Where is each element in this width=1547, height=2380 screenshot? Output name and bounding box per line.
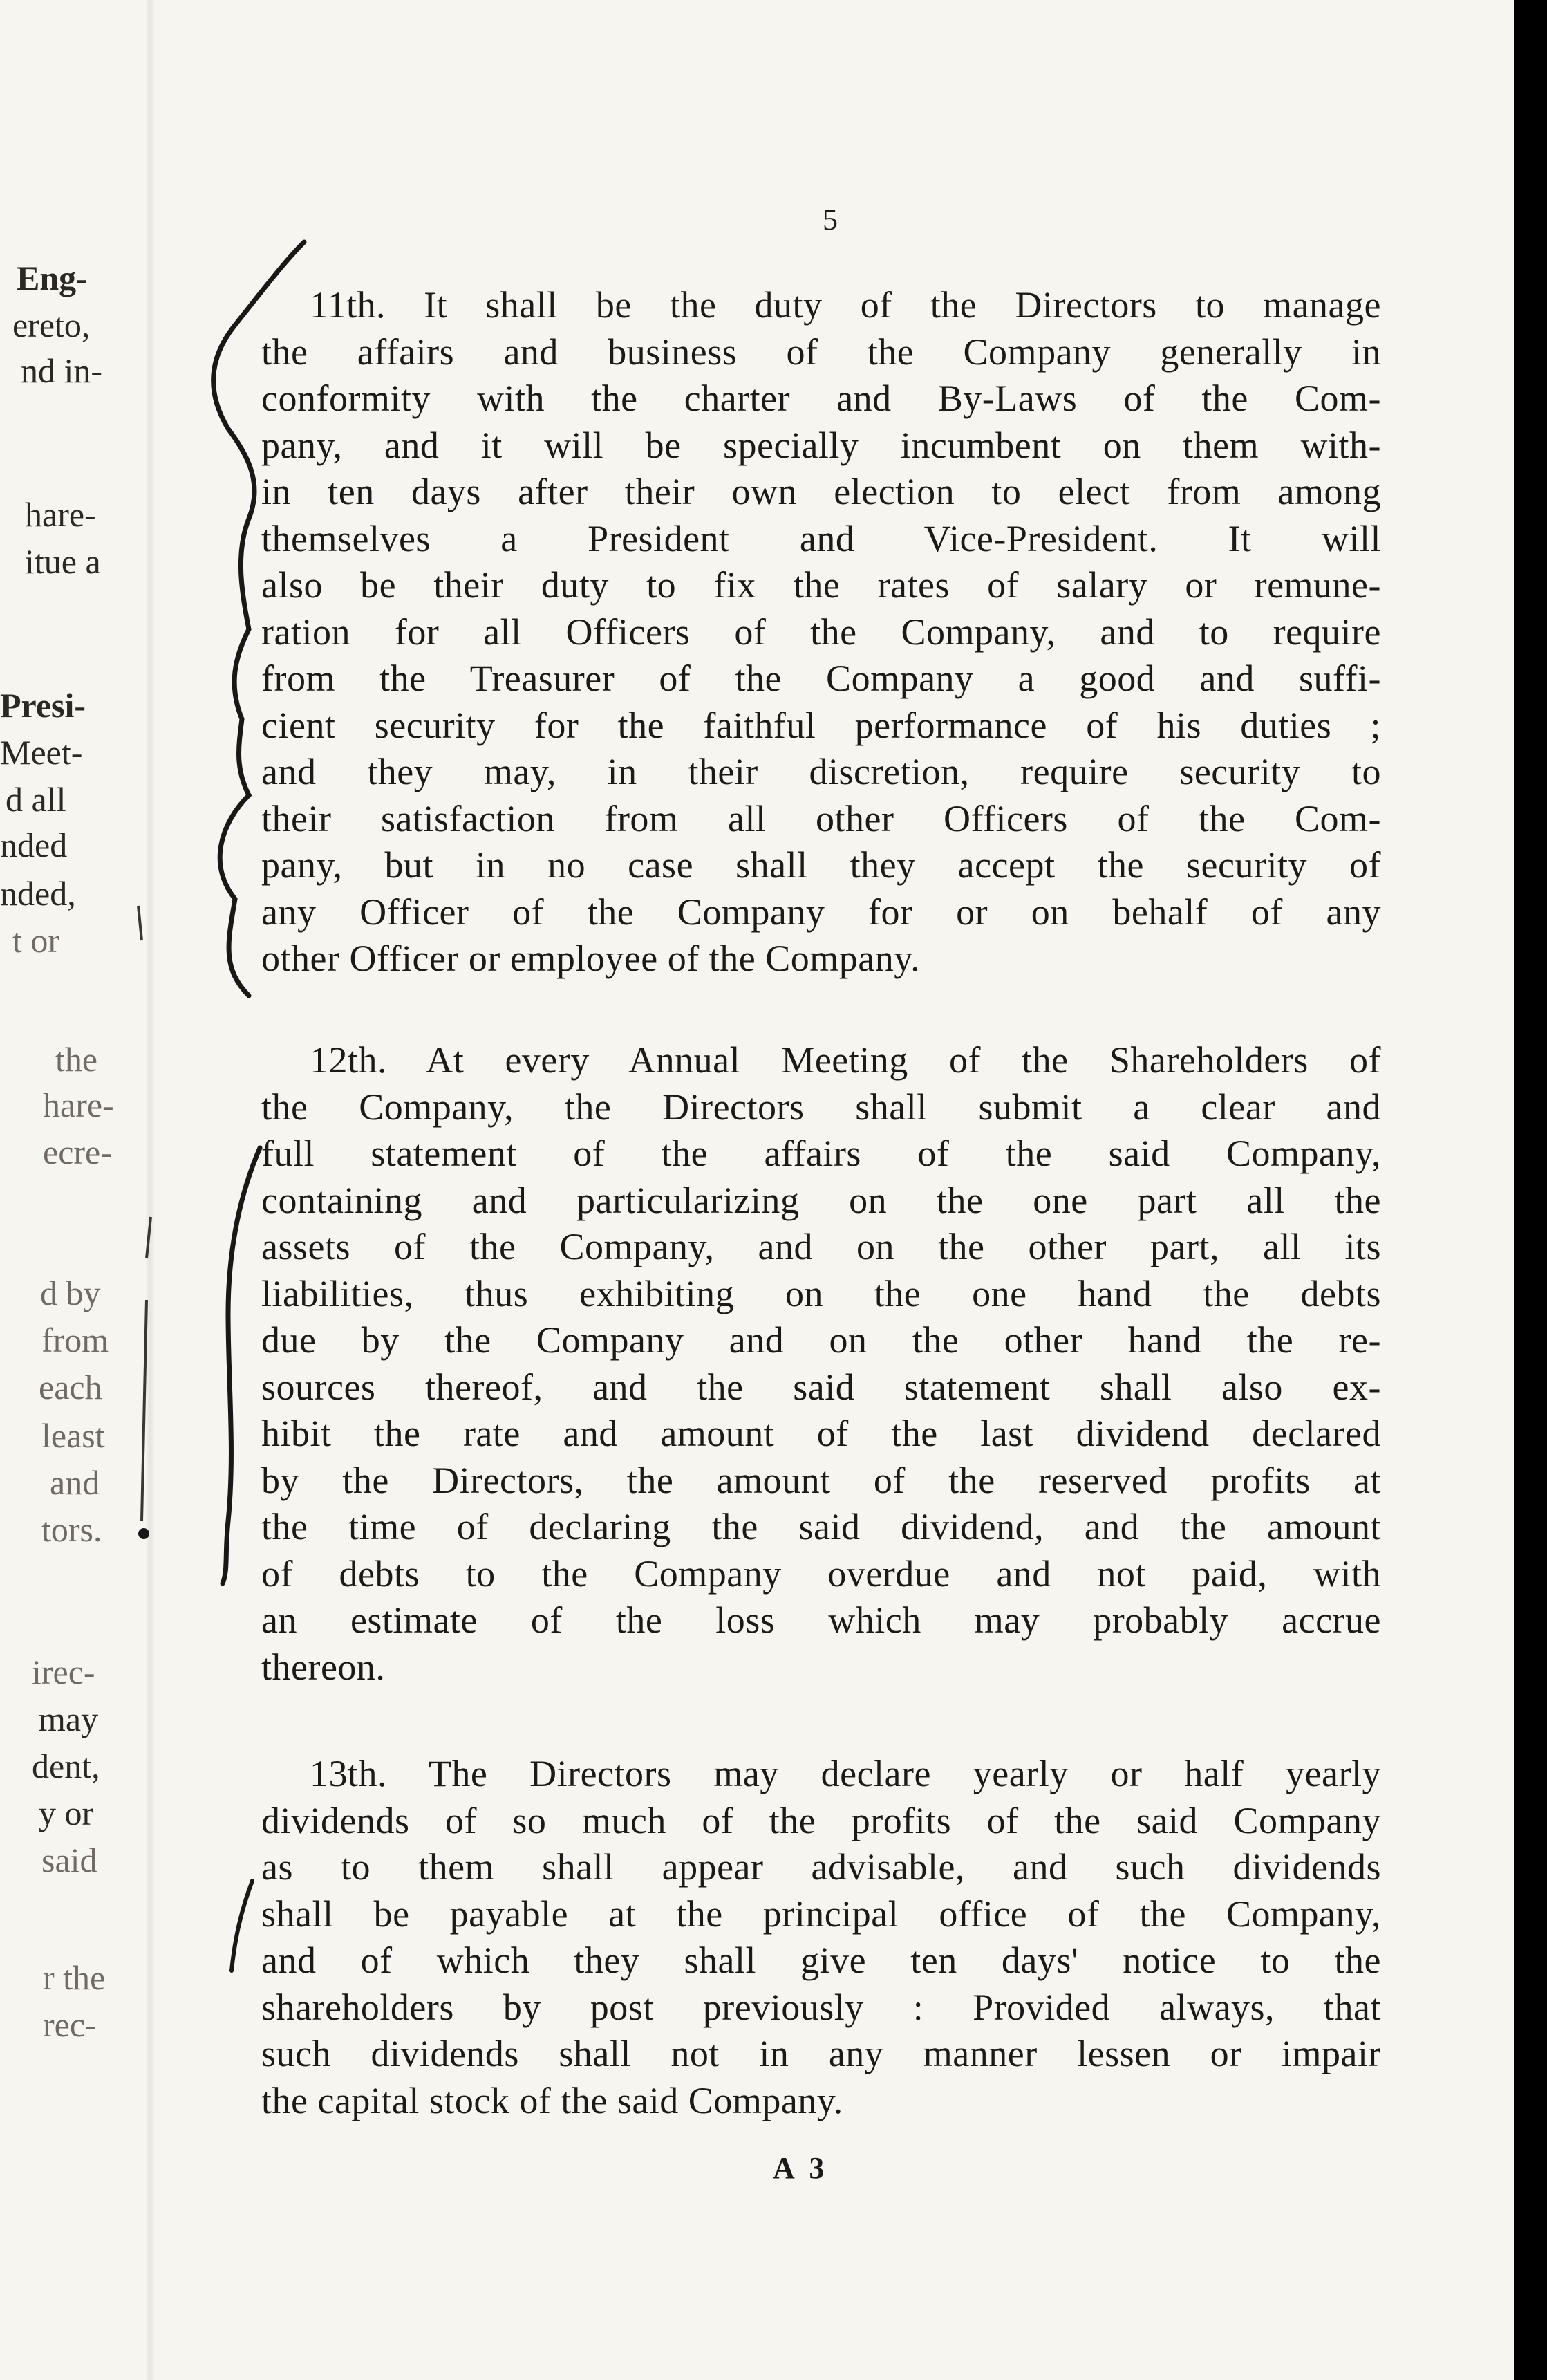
paragraph-13th [261, 1751, 1381, 2124]
text-line: the affairs and business of the Company generally in [261, 331, 1381, 373]
margin-fragment: nd in- [21, 351, 103, 390]
text-line: themselves a President and Vice-President. It will [261, 517, 1381, 559]
text-line: in ten days after their own election to elect from among [261, 471, 1381, 512]
text-line: hibit the rate and amount of the last dividend declared [261, 1413, 1381, 1454]
margin-fragment: said [41, 1841, 97, 1879]
margin-fragment: Presi- [0, 686, 86, 725]
text-line: dividends of so much of the profits of the said Company [261, 1799, 1381, 1841]
margin-fragment: nded, [0, 874, 76, 913]
paragraph-11th [261, 282, 1381, 983]
margin-fragment: hare- [25, 495, 96, 534]
margin-fragment: Eng- [17, 259, 88, 297]
text-line: the time of declaring the said dividend, and the amount [261, 1506, 1381, 1547]
text-line: and they may, in their discretion, require security to [261, 751, 1381, 792]
margin-fragment: each [39, 1368, 102, 1406]
text-line: other Officer or employee of the Company. [261, 938, 921, 979]
text-line: shall be payable at the principal office of the Company, [261, 1893, 1381, 1935]
page-number: 5 [823, 203, 838, 236]
text-line: sources thereof, and the said statement shall also ex- [261, 1366, 1381, 1408]
text-line: also be their duty to fix the rates of salary or remune- [261, 564, 1381, 606]
text-line: pany, but in no case shall they accept the security of [261, 844, 1381, 886]
margin-fragment: nded [0, 826, 68, 864]
text-line: pany, and it will be specially incumbent on them with- [261, 424, 1381, 466]
margin-fragment: may [39, 1700, 99, 1738]
margin-fragment: the [55, 1040, 98, 1079]
margin-fragment: dent, [32, 1747, 100, 1785]
margin-fragment: hare- [43, 1086, 114, 1124]
page-gutter-shadow [145, 0, 155, 2380]
scan-edge [1514, 0, 1547, 2380]
margin-fragment: t or [12, 921, 60, 960]
margin-fragment: from [41, 1321, 109, 1359]
margin-fragment: tors. [41, 1510, 102, 1549]
margin-tick-mark [138, 906, 142, 940]
text-line: shareholders by post previously : Provided always, that [261, 1986, 1381, 2028]
text-line: any Officer of the Company for or on behalf of any [261, 891, 1381, 933]
text-line: such dividends shall not in any manner lessen or impair [261, 2033, 1381, 2074]
text-line: by the Directors, the amount of the reserved profits at [261, 1459, 1381, 1501]
handwritten-bracket-mark [232, 1881, 252, 1971]
handwritten-bracket-mark [223, 1148, 260, 1583]
signature-mark: A 3 [773, 2151, 829, 2185]
text-line: full statement of the affairs of the said Company, [261, 1133, 1381, 1174]
margin-fragment: r the [43, 1958, 106, 1997]
margin-fragment: least [41, 1416, 105, 1455]
text-line: 13th. The Directors may declare yearly or half yearly [310, 1753, 1381, 1794]
text-line: 11th. It shall be the duty of the Directors to manage [310, 284, 1381, 326]
text-line: the capital stock of the said Company. [261, 2079, 843, 2121]
margin-fragment: Meet- [0, 733, 83, 772]
text-line: and of which they shall give ten days' notice to the [261, 1940, 1381, 1981]
text-line: liabilities, thus exhibiting on the one hand the debts [261, 1272, 1381, 1314]
text-line: assets of the Company, and on the other part, all its [261, 1226, 1381, 1267]
text-line: ration for all Officers of the Company, and to require [261, 611, 1381, 653]
text-line: conformity with the charter and By-Laws of the Com- [261, 378, 1381, 419]
margin-fragment: irec- [32, 1653, 95, 1691]
text-line: containing and particularizing on the one part all the [261, 1179, 1381, 1221]
margin-fragment: d all [6, 780, 66, 819]
previous-page-margin [0, 0, 138, 2380]
text-line: cient security for the faithful performance of his duties ; [261, 704, 1381, 746]
margin-fragment: ereto, [12, 306, 91, 344]
margin-fragment: itue a [25, 542, 101, 581]
margin-fragment: y or [39, 1794, 94, 1832]
margin-fragment: ecre- [43, 1133, 112, 1171]
text-line: an estimate of the loss which may probably accrue [261, 1599, 1381, 1641]
text-line: from the Treasurer of the Company a good and suffi- [261, 658, 1381, 699]
margin-fragment: and [50, 1463, 100, 1502]
margin-fragment: rec- [43, 2005, 97, 2044]
text-line: of debts to the Company overdue and not paid, with [261, 1552, 1381, 1595]
paragraph-12th [261, 1037, 1381, 1691]
text-line: as to them shall appear advisable, and such dividends [261, 1846, 1381, 1888]
margin-fragment: d by [40, 1274, 101, 1312]
text-line: 12th. At every Annual Meeting of the Shareholders of [310, 1039, 1381, 1081]
text-line: their satisfaction from all other Officers of the Com- [261, 797, 1381, 839]
text-line: the Company, the Directors shall submit a clear and [261, 1086, 1381, 1128]
text-line: due by the Company and on the other hand the re- [261, 1319, 1381, 1361]
text-line: thereon. [261, 1646, 386, 1688]
